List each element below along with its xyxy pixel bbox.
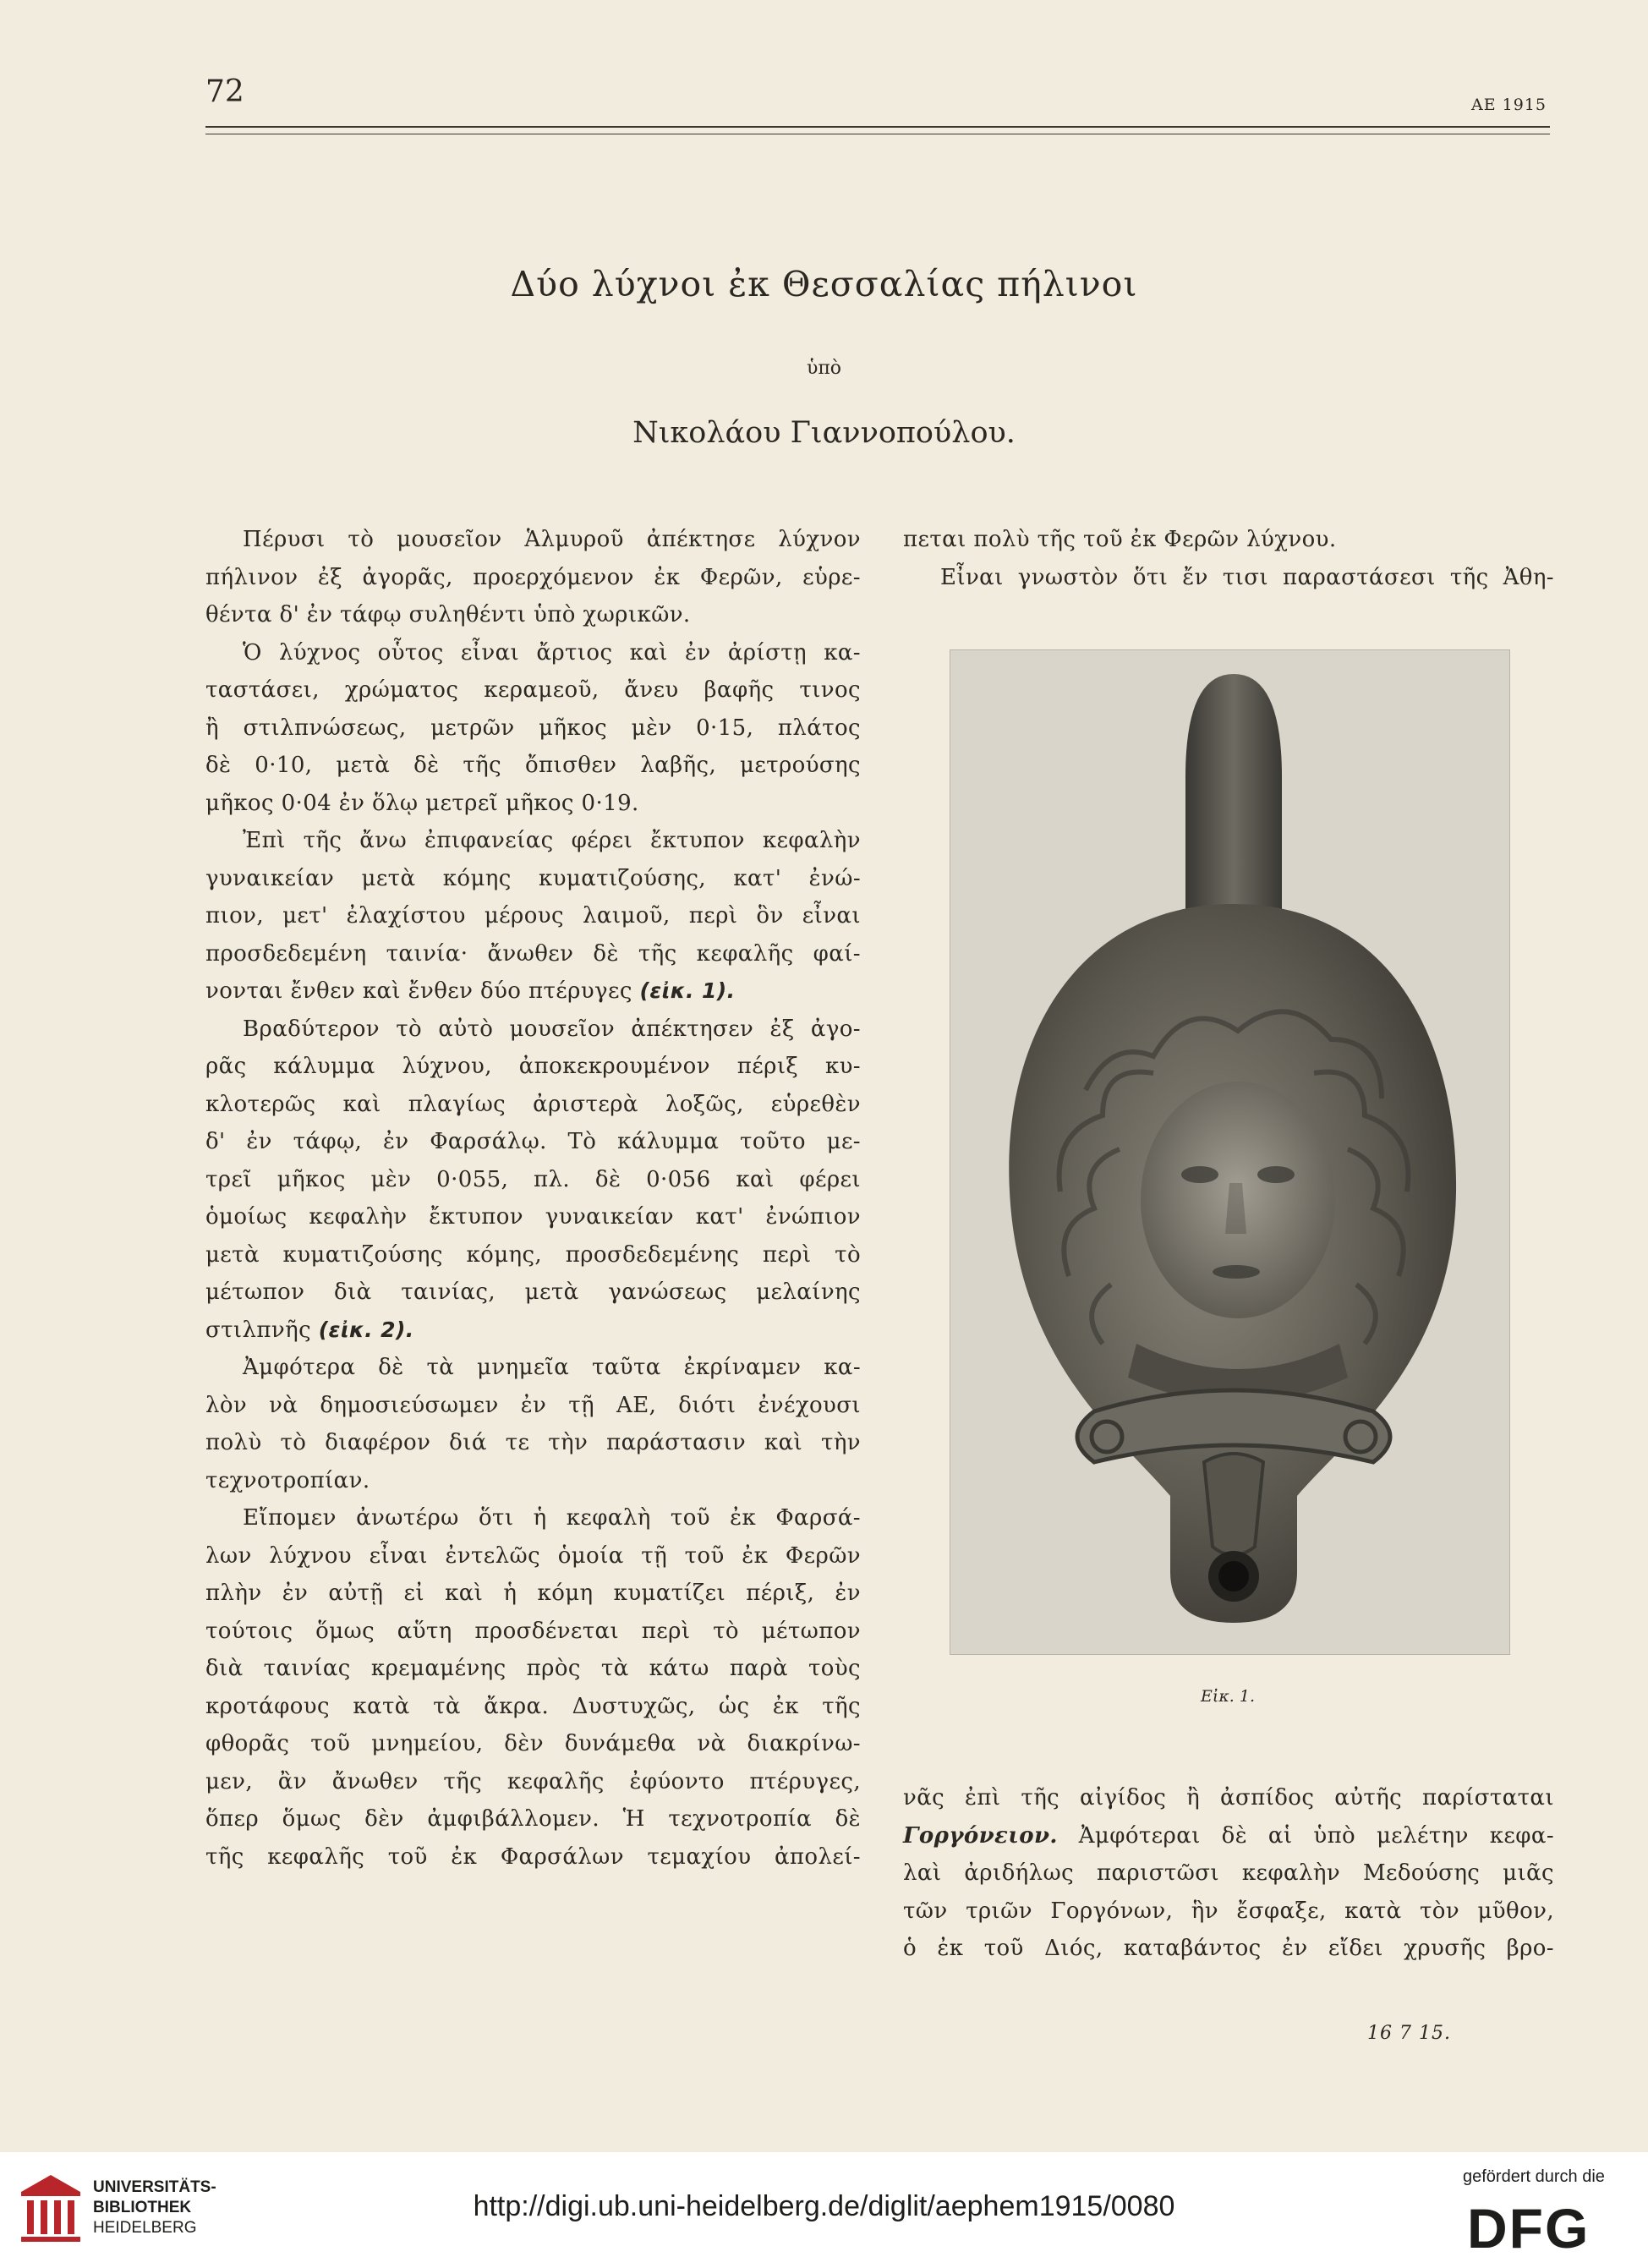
figure-ref-2: (εἰκ. 2). [318, 1317, 414, 1342]
text-line: λὸν νὰ δημοσιεύσωμεν ἐν τῇ ΑΕ, διότι ἐνέχουσι [205, 1392, 861, 1418]
text-line: λων λύχνου εἶναι ἐντελῶς ὁμοία τῇ τοῦ ἐκ Φερῶν [205, 1542, 861, 1569]
text-line: κλοτερῶς καὶ πλαγίως ἀριστερὰ λοξῶς, εὑρεθὲν [205, 1091, 861, 1117]
text-line: Εἴπομεν ἀνωτέρω ὅτι ἡ κεφαλὴ τοῦ ἐκ Φαρσά- [243, 1505, 861, 1531]
right-column-top [903, 521, 1554, 596]
text-line: Ἐπὶ τῆς ἄνω ἐπιφανείας φέρει ἔκτυπον κεφαλὴν [243, 828, 861, 853]
text-line: ὁ ἐκ τοῦ Διός, καταβάντος ἐν εἴδει χρυσῆς βρο- [903, 1936, 1554, 1961]
lamp-illustration [950, 650, 1509, 1654]
article-title: Δύο λύχνοι ἐκ Θεσσαλίας πήλινοι [510, 264, 1138, 304]
right-column-bottom [903, 1779, 1554, 1968]
text-line: τρεῖ μῆκος μὲν 0·055, πλ. δὲ 0·056 καὶ φέρει [205, 1166, 861, 1192]
left-column [205, 521, 861, 1876]
text-line: τούτοις ὅμως αὕτη προσδένεται περὶ τὸ μέτωπον [205, 1618, 861, 1644]
text-line: τεχνοτροπίαν. [205, 1467, 370, 1493]
text-line: φθορᾶς τοῦ μνημείου, δὲν δυνάμεθα νὰ διακρίνω- [205, 1731, 861, 1756]
library-line-3: HEIDELBERG [93, 2219, 197, 2237]
text-line: τῆς κεφαλῆς τοῦ ἐκ Φαρσάλων τεμαχίου ἀπολεί- [205, 1843, 861, 1870]
source-url-link[interactable]: http://digi.ub.uni-heidelberg.de/diglit/aephem1915/0080 [473, 2190, 1175, 2222]
text-line: νᾶς ἐπὶ τῆς αἰγίδος ἢ ἀσπίδος αὐτῆς παρίσταται [903, 1785, 1554, 1811]
text-fragment: στιλπνῆς [205, 1317, 312, 1343]
text-line: πολὺ τὸ διαφέρον διά τε τὴν παράστασιν καὶ τὴν [205, 1430, 861, 1455]
text-line: Ἀμφότερα δὲ τὰ μνημεῖα ταῦτα ἐκρίναμεν κα- [243, 1355, 861, 1380]
text-line: ρᾶς κάλυμμα λύχνου, ἀποκεκρουμένον πέριξ κυ- [205, 1054, 861, 1079]
date-note: 16 7 15. [1367, 2023, 1451, 2044]
text-line-with-ref [205, 972, 861, 1011]
text-line-mixed [903, 1817, 1554, 1855]
byline: ὑπὸ [806, 358, 842, 379]
running-head-journal: ΑΕ 1915 [1471, 96, 1547, 114]
author-name: Νικολάου Γιαννοπούλου. [632, 416, 1016, 450]
text-line: μετὰ κυματιζούσης κόμης, προσδεδεμένης περὶ τὸ [205, 1241, 861, 1268]
text-line: μῆκος 0·04 ἐν ὅλῳ μετρεῖ μῆκος 0·19. [205, 790, 639, 816]
figure-caption: Εἰκ. 1. [1201, 1687, 1255, 1706]
text-line: μέτωπον διὰ ταινίας, μετὰ γανώσεως μελαίνης [205, 1279, 861, 1305]
text-line: τῶν τριῶν Γοργόνων, ἣν ἔσφαξε, κατὰ τὸν μῦθον, [903, 1898, 1554, 1924]
text-line: Εἶναι γνωστὸν ὅτι ἔν τισι παραστάσεσι τῆς Ἀθη- [940, 564, 1554, 590]
text-line: γυναικείαν μετὰ κόμης κυματιζούσης, κατ' ἐνώ- [205, 865, 861, 891]
text-line: μεν, ἂν ἄνωθεν τῆς κεφαλῆς ἐφύοντο πτέρυγες, [205, 1768, 861, 1794]
text-line: λαὶ ἀριδήλως παριστῶσι κεφαλὴν Μεδούσης μιᾶς [903, 1860, 1554, 1886]
text-line: Ὁ λύχνος οὗτος εἶναι ἄρτιος καὶ ἐν ἀρίστῃ κα- [243, 639, 861, 666]
text-line: ὁμοίως κεφαλὴν ἔκτυπον γυναικείαν κατ' ἐνώπιον [205, 1204, 861, 1230]
text-line: Βραδύτερον τὸ αὐτὸ μουσεῖον ἀπέκτησεν ἐξ ἀγο- [243, 1016, 861, 1042]
text-line: ἢ στιλπνώσεως, μετρῶν μῆκος μὲν 0·15, πλάτος [205, 715, 861, 741]
text-line-with-ref [205, 1312, 861, 1350]
text-line: προσδεδεμένη ταινία· ἄνωθεν δὲ τῆς κεφαλῆς φαί- [205, 940, 861, 967]
library-line-1: UNIVERSITÄTS- [93, 2178, 216, 2196]
funding-label: gefördert durch die [1463, 2167, 1605, 2186]
text-line: Πέρυσι τὸ μουσεῖον Ἁλμυροῦ ἀπέκτησε λύχνον [243, 527, 861, 552]
header-rule [205, 126, 1550, 128]
text-line: πιον, μετ' ἐλαχίστου μέρους λαιμοῦ, περὶ ὃν εἶναι [205, 903, 861, 929]
text-line: πεται πολὺ τῆς τοῦ ἐκ Φερῶν λύχνου. [903, 527, 1337, 552]
text-fragment: νονται ἔνθεν καὶ ἔνθεν δύο πτέρυγες [205, 978, 632, 1004]
text-line: δ' ἐν τάφῳ, ἐν Φαρσάλῳ. Τὸ κάλυμμα τοῦτο με- [205, 1129, 861, 1154]
text-line: ταστάσει, χρώματος κεραμεοῦ, ἄνευ βαφῆς τινος [205, 677, 861, 703]
text-line: πήλινον ἐξ ἀγορᾶς, προερχόμενον ἐκ Φερῶν, εὑρε- [205, 564, 861, 590]
figure-ref-1: (εἰκ. 1). [639, 978, 736, 1003]
text-fragment: Ἀμφότεραι δὲ αἱ ὑπὸ μελέτην κεφα- [1078, 1822, 1555, 1849]
page-number: 72 [205, 74, 244, 109]
lamp-photograph [950, 649, 1510, 1655]
text-line: πλὴν ἐν αὐτῇ εἰ καὶ ἡ κόμη κυματίζει πέριξ, ἐν [205, 1580, 861, 1606]
italic-term: Γοργόνειον. [903, 1822, 1058, 1849]
library-line-2: BIBLIOTHEK [93, 2199, 192, 2216]
text-line: δὲ 0·10, μετὰ δὲ τῆς ὄπισθεν λαβῆς, μετρούσης [205, 753, 861, 778]
text-line: ὅπερ ὅμως δὲν ἀμφιβάλλομεν. Ἡ τεχνοτροπία δὲ [205, 1806, 861, 1832]
footer-bar [0, 2152, 1648, 2268]
text-line: θέντα δ' ἐν τάφῳ συληθέντι ὑπὸ χωρικῶν. [205, 602, 691, 627]
dfg-logo: DFG [1467, 2197, 1591, 2260]
text-line: κροτάφους κατὰ τὰ ἄκρα. Δυστυχῶς, ὡς ἐκ τῆς [205, 1693, 861, 1719]
text-line: διὰ ταινίας κρεμαμένης πρὸς τὰ κάτω παρὰ τοὺς [205, 1656, 861, 1681]
